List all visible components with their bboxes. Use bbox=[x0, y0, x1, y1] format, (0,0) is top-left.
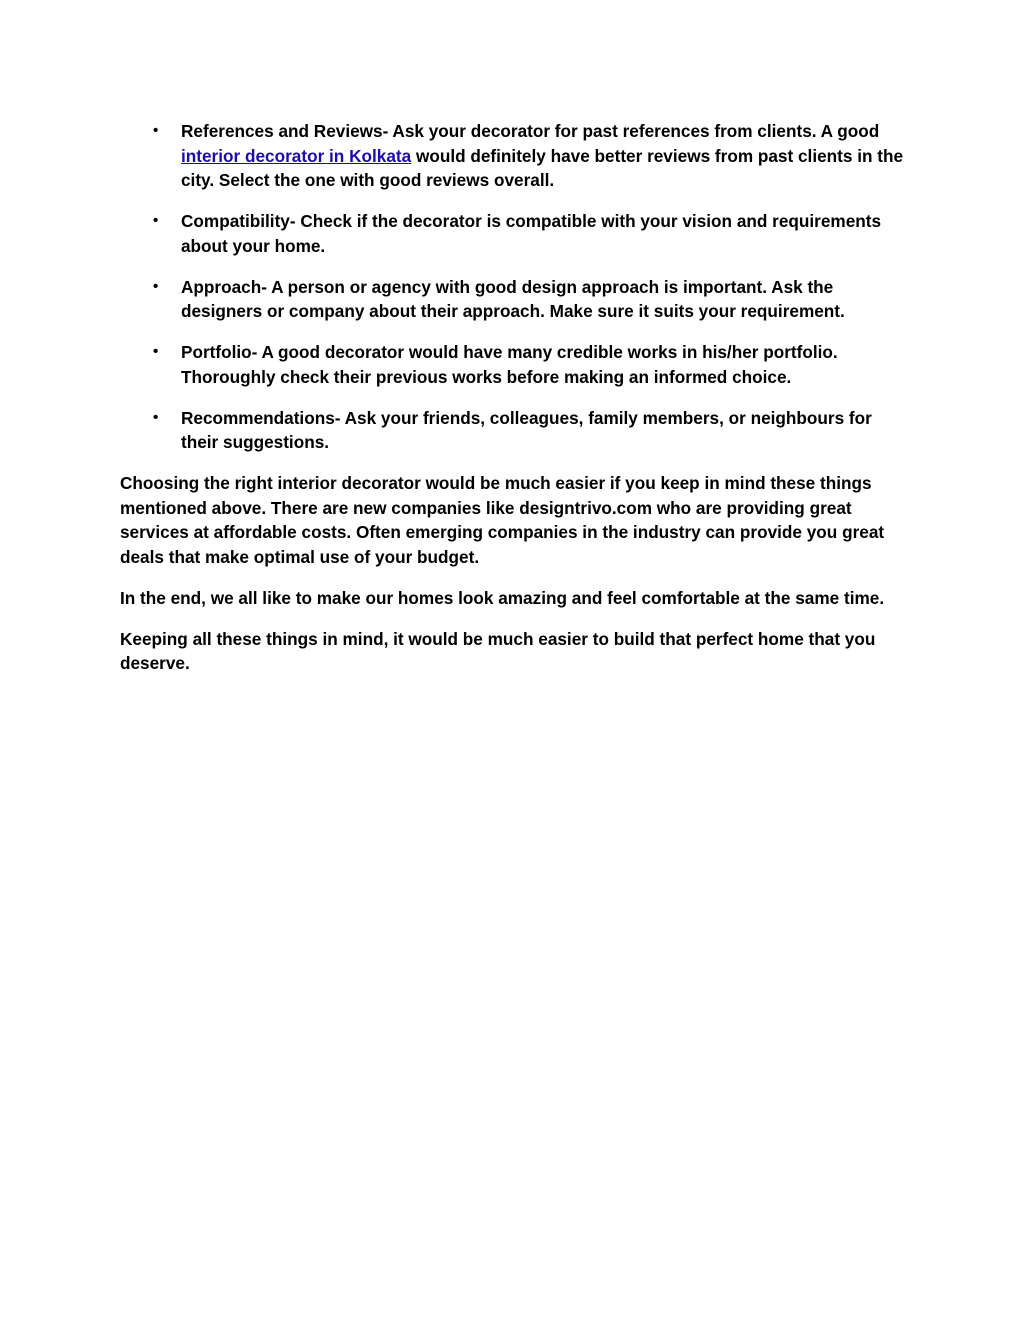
list-item-recommendations bbox=[120, 406, 905, 455]
list-item-text: Portfolio- A good decorator would have many credible works in his/her portfolio. Thoroughly check their previous works before making an informed choice. bbox=[181, 342, 838, 387]
list-item-text: Recommendations- Ask your friends, colleagues, family members, or neighbours for their suggestions. bbox=[181, 407, 872, 452]
paragraph-conclusion: Keeping all these things in mind, it would be much easier to build that perfect home that you deserve. bbox=[120, 628, 876, 673]
list-item-text: Compatibility- Check if the decorator is compatible with your vision and requirements about your home. bbox=[181, 211, 882, 256]
bullet-icon: • bbox=[153, 212, 159, 229]
document-body bbox=[120, 119, 905, 692]
interior-decorator-link[interactable]: interior decorator in Kolkata bbox=[181, 145, 412, 166]
paragraph-choosing: Choosing the right interior decorator would be much easier if you keep in mind these things mentioned above. There are new companies like designtrivo.com who are providing great services at affordable costs. Often emerging companies in the industry can provide you great deals that make optimal use of your budget. bbox=[120, 473, 885, 567]
list-item-text: References and Reviews- Ask your decorator for past references from clients. A good bbox=[181, 121, 880, 141]
list-item-references bbox=[120, 119, 905, 193]
list-item-text: would definitely have better reviews from past clients in the city. Select the one with good reviews overall. bbox=[181, 145, 904, 190]
paragraph-in-the-end: In the end, we all like to make our homes look amazing and feel comfortable at the same time. bbox=[120, 587, 885, 608]
list-item-approach bbox=[120, 275, 905, 324]
tips-list bbox=[120, 119, 905, 455]
bullet-icon: • bbox=[153, 408, 159, 426]
list-item-compatibility bbox=[120, 209, 905, 258]
bullet-icon: • bbox=[153, 343, 159, 360]
list-item-portfolio bbox=[120, 340, 905, 389]
bullet-icon: • bbox=[153, 277, 159, 295]
list-item-text: Approach- A person or agency with good design approach is important. Ask the designers or company about their approach. Make sure it suits your requirement. bbox=[181, 276, 845, 321]
bullet-icon: • bbox=[153, 122, 159, 139]
